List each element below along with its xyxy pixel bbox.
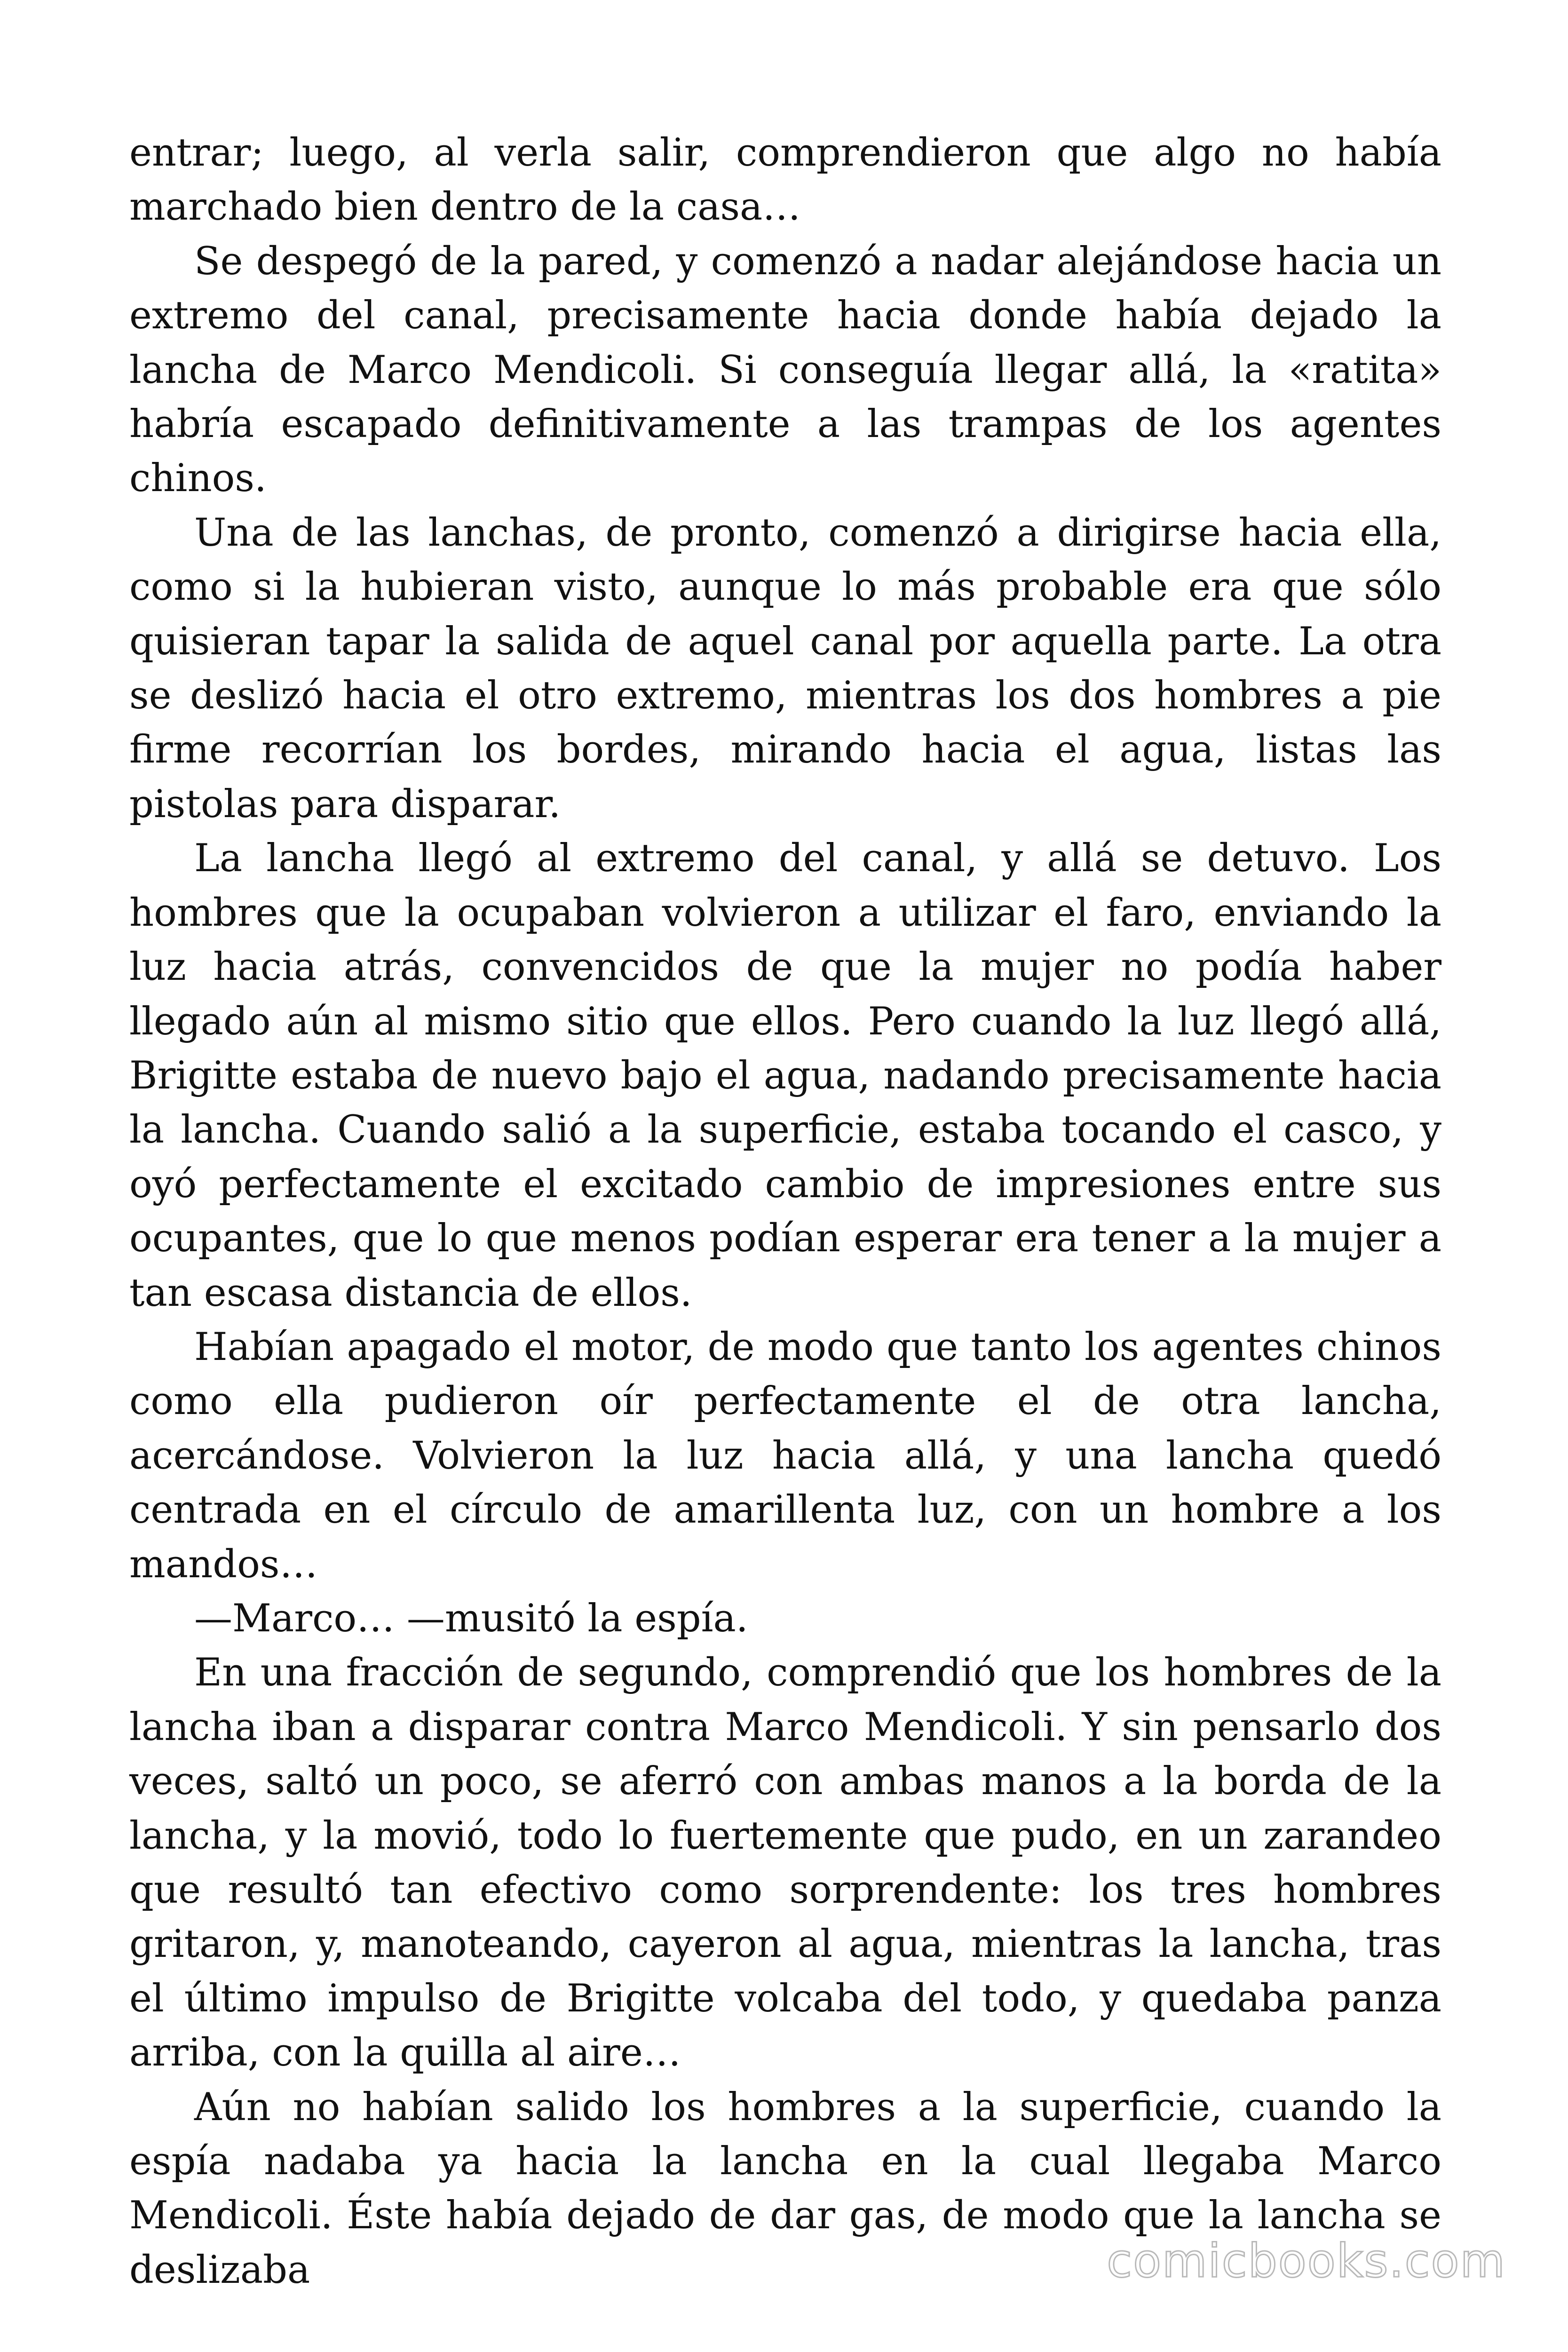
paragraph: En una fracción de segundo, comprendió que los hombres de la lancha iban a disparar contra Marco Mendicoli. Y sin pensarlo dos veces, saltó un poco, se aferró con ambas manos a la borda de la lancha, y la movió, todo lo fuertemente que pudo, en un zarandeo que resultó tan efectivo como sorprendente: los tres hombres gritaron, y, manoteando, cayeron al agua, mientras la lancha, tras el último impulso de Brigitte volcaba del todo, y quedaba panza arriba, con la quilla al aire… bbox=[129, 1651, 1441, 2075]
paragraph: Aún no habían salido los hombres a la superficie, cuando la espía nadaba ya hacia la lancha en la cual llegaba Marco Mendicoli. Éste había dejado de dar gas, de modo que la lancha se deslizaba bbox=[129, 2085, 1441, 2292]
watermark: comicbooks.com bbox=[1107, 2234, 1506, 2288]
body-text bbox=[129, 126, 1441, 2297]
paragraph: Se despegó de la pared, y comenzó a nadar alejándose hacia un extremo del canal, precisamente hacia donde había dejado la lancha de Marco Mendicoli. Si conseguía llegar allá, la «ratita» habría escapado definitivamente a las trampas de los agentes chinos. bbox=[129, 239, 1441, 501]
paragraph: entrar; luego, al verla salir, comprendieron que algo no había marchado bien dentro de la casa… bbox=[129, 131, 1441, 230]
paragraph: La lancha llegó al extremo del canal, y allá se detuvo. Los hombres que la ocupaban volvieron a utilizar el faro, enviando la luz hacia atrás, convencidos de que la mujer no podía haber llegado aún al mismo sitio que ellos. Pero cuando la luz llegó allá, Brigitte estaba de nuevo bajo el agua, nadando precisamente hacia la lancha. Cuando salió a la superficie, estaba tocando el casco, y oyó perfectamente el excitado cambio de impresiones entre sus ocupantes, que lo que menos podían esperar era tener a la mujer a tan escasa distancia de ellos. bbox=[129, 836, 1441, 1315]
paragraph: Habían apagado el motor, de modo que tanto los agentes chinos como ella pudieron oír perfectamente el de otra lancha, acercándose. Volvieron la luz hacia allá, y una lancha quedó centrada en el círculo de amarillenta luz, con un hombre a los mandos… bbox=[129, 1325, 1441, 1587]
paragraph: Una de las lanchas, de pronto, comenzó a dirigirse hacia ella, como si la hubieran visto, aunque lo más probable era que sólo quisieran tapar la salida de aquel canal por aquella parte. La otra se deslizó hacia el otro extremo, mientras los dos hombres a pie firme recorrían los bordes, mirando hacia el agua, listas las pistolas para disparar. bbox=[129, 510, 1441, 826]
paragraph: —Marco… —musitó la espía. bbox=[194, 1596, 748, 1641]
